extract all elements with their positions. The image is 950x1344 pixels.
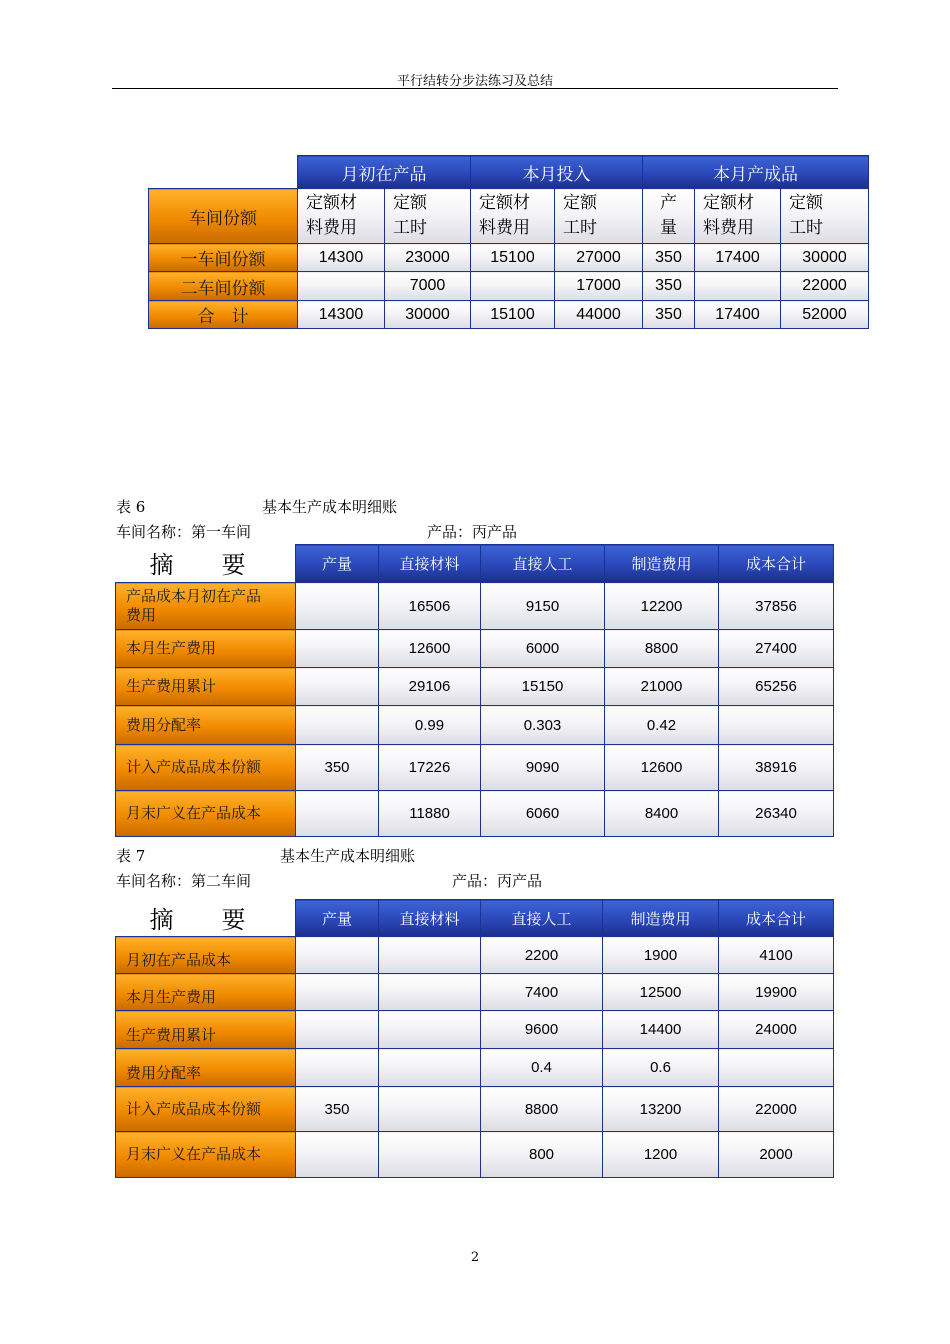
column-header: 制造费用 <box>605 545 719 583</box>
table7-number: 表 7 <box>116 847 146 865</box>
table-cell <box>719 706 834 745</box>
table-cell: 27000 <box>555 244 643 272</box>
table-cell <box>719 1049 834 1087</box>
row-label: 月末广义在产品成本 <box>116 791 296 837</box>
table-cell <box>379 1011 481 1049</box>
table-cell <box>296 937 379 974</box>
sub-header: 定额 工时 <box>385 189 471 244</box>
table-cell: 14300 <box>298 301 385 329</box>
table-cell: 8400 <box>605 791 719 837</box>
table-cell: 14300 <box>298 244 385 272</box>
table-cell: 1900 <box>603 937 719 974</box>
row-label: 产品成本月初在产品费用 <box>116 583 296 630</box>
table-cell: 26340 <box>719 791 834 837</box>
table-cell <box>296 1011 379 1049</box>
row-label: 计入产成品成本份额 <box>116 1087 296 1132</box>
group-header-begin-wip: 月初在产品 <box>298 156 471 189</box>
table-cell: 9090 <box>481 745 605 791</box>
row-label: 一车间份额 <box>149 244 298 272</box>
sub-header: 定额材 料费用 <box>298 189 385 244</box>
row-label: 费用分配率 <box>116 706 296 745</box>
table-cell: 0.4 <box>481 1049 603 1087</box>
table-cell: 12600 <box>379 630 481 668</box>
table-cell: 19900 <box>719 974 834 1011</box>
sub-header: 定额 工时 <box>781 189 869 244</box>
table-cell <box>296 583 379 630</box>
table6-title: 基本生产成本明细账 <box>262 498 398 516</box>
table-cell: 22000 <box>781 272 869 301</box>
table-cell: 15100 <box>471 301 555 329</box>
column-header: 直接人工 <box>481 900 603 937</box>
summary-label: 摘 要 <box>149 905 246 934</box>
table-cell: 9600 <box>481 1011 603 1049</box>
row-label: 月末广义在产品成本 <box>116 1132 296 1178</box>
column-header: 直接材料 <box>379 900 481 937</box>
table-cell: 12500 <box>603 974 719 1011</box>
table-cell <box>296 974 379 1011</box>
table7-product: 产品：丙产品 <box>452 872 543 890</box>
table-cell: 0.303 <box>481 706 605 745</box>
table-cell: 350 <box>643 272 695 301</box>
table-cell: 11880 <box>379 791 481 837</box>
cost-ledger-table-7 <box>115 899 834 1178</box>
column-header: 直接材料 <box>379 545 481 583</box>
row-label: 二车间份额 <box>149 272 298 301</box>
table-cell: 37856 <box>719 583 834 630</box>
table-cell <box>298 272 385 301</box>
row-label: 计入产成品成本份额 <box>116 745 296 791</box>
table-cell: 17400 <box>695 301 781 329</box>
table-cell: 6000 <box>481 630 605 668</box>
table-cell: 29106 <box>379 668 481 706</box>
table-cell <box>296 630 379 668</box>
table-cell: 30000 <box>781 244 869 272</box>
table6-workshop: 车间名称：第一车间 <box>116 523 252 541</box>
column-header: 产量 <box>296 545 379 583</box>
column-header: 制造费用 <box>603 900 719 937</box>
page-number: 2 <box>470 1250 480 1265</box>
table-cell: 9150 <box>481 583 605 630</box>
page-header-title: 平行结转分步法练习及总结 <box>396 74 553 89</box>
column-header: 产量 <box>296 900 379 937</box>
table-cell: 350 <box>296 1087 379 1132</box>
row-label: 生产费用累计 <box>116 1011 296 1049</box>
table-cell: 38916 <box>719 745 834 791</box>
table-cell: 7400 <box>481 974 603 1011</box>
table-cell: 30000 <box>385 301 471 329</box>
table-cell <box>471 272 555 301</box>
table-cell <box>379 974 481 1011</box>
table-cell: 21000 <box>605 668 719 706</box>
table-cell: 0.42 <box>605 706 719 745</box>
table-cell: 7000 <box>385 272 471 301</box>
table-cell: 12600 <box>605 745 719 791</box>
table-cell: 65256 <box>719 668 834 706</box>
table-cell: 1200 <box>603 1132 719 1178</box>
header-rule <box>112 88 838 89</box>
cost-ledger-table-6 <box>115 544 834 837</box>
column-header: 直接人工 <box>481 545 605 583</box>
table-cell: 17226 <box>379 745 481 791</box>
table-cell: 800 <box>481 1132 603 1178</box>
row-label: 费用分配率 <box>116 1049 296 1087</box>
table-cell <box>296 668 379 706</box>
table-cell: 15100 <box>471 244 555 272</box>
table7-workshop: 车间名称：第二车间 <box>116 872 252 890</box>
row-label: 本月生产费用 <box>116 974 296 1011</box>
table-cell: 0.99 <box>379 706 481 745</box>
row-label: 本月生产费用 <box>116 630 296 668</box>
table-cell: 2000 <box>719 1132 834 1178</box>
table-cell: 8800 <box>481 1087 603 1132</box>
row-label: 生产费用累计 <box>116 668 296 706</box>
table-cell <box>296 791 379 837</box>
table-cell: 17000 <box>555 272 643 301</box>
table-cell: 52000 <box>781 301 869 329</box>
sub-header: 定额材 料费用 <box>695 189 781 244</box>
table-cell <box>379 1132 481 1178</box>
table-cell: 27400 <box>719 630 834 668</box>
table-cell <box>296 706 379 745</box>
table-cell: 24000 <box>719 1011 834 1049</box>
table-cell: 350 <box>296 745 379 791</box>
table-cell: 350 <box>643 244 695 272</box>
table-cell: 15150 <box>481 668 605 706</box>
table-cell: 350 <box>643 301 695 329</box>
table-cell <box>296 1132 379 1178</box>
table-cell <box>379 937 481 974</box>
table-cell: 14400 <box>603 1011 719 1049</box>
table6-number: 表 6 <box>116 498 146 516</box>
workshop-share-table <box>148 155 869 329</box>
summary-label: 摘 要 <box>149 550 246 579</box>
table-cell: 16506 <box>379 583 481 630</box>
sub-header: 定额材 料费用 <box>471 189 555 244</box>
table-cell: 6060 <box>481 791 605 837</box>
table-cell <box>296 1049 379 1087</box>
table-cell: 4100 <box>719 937 834 974</box>
table6-product: 产品：丙产品 <box>427 523 518 541</box>
sub-header: 定额 工时 <box>555 189 643 244</box>
table-cell <box>379 1087 481 1132</box>
table-cell: 44000 <box>555 301 643 329</box>
group-header-input: 本月投入 <box>471 156 643 189</box>
table-cell: 12200 <box>605 583 719 630</box>
table-cell: 17400 <box>695 244 781 272</box>
group-header-finished: 本月产成品 <box>643 156 869 189</box>
column-header: 成本合计 <box>719 545 834 583</box>
table7-title: 基本生产成本明细账 <box>280 847 416 865</box>
column-header: 成本合计 <box>719 900 834 937</box>
table-cell: 0.6 <box>603 1049 719 1087</box>
table-cell <box>695 272 781 301</box>
table-cell: 13200 <box>603 1087 719 1132</box>
table-cell: 2200 <box>481 937 603 974</box>
table-cell: 22000 <box>719 1087 834 1132</box>
table-cell: 8800 <box>605 630 719 668</box>
table-cell: 23000 <box>385 244 471 272</box>
row-label: 月初在产品成本 <box>116 937 296 974</box>
table-cell <box>379 1049 481 1087</box>
corner-blank <box>149 156 298 189</box>
sub-header: 产 量 <box>643 189 695 244</box>
row-label-total: 合 计 <box>149 301 298 329</box>
row-header-label: 车间份额 <box>149 189 298 244</box>
